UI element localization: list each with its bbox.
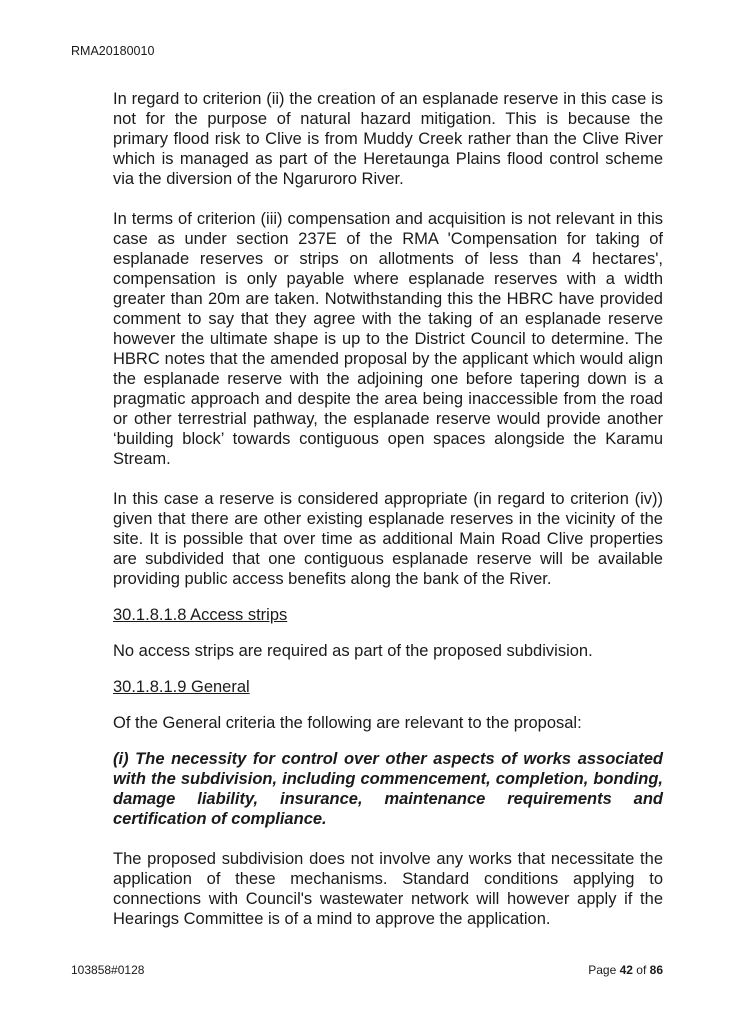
paragraph-general-intro: Of the General criteria the following are relevant to the proposal:	[113, 714, 582, 732]
footer-page-number	[588, 963, 663, 977]
paragraph-criterion-iii: In terms of criterion (iii) compensation and acquisition is not relevant in this case as under section 237E of the RMA 'Compensation for taking of esplanade reserves or strips on allotments of less than 4 hectares', compensation is only payable where esplanade reserves with a width greater than 20m are taken. Notwithstanding this the HBRC have provided comment to say that they agree with the taking of an esplanade reserve however the ultimate shape is up to the District Council to determine. The HBRC notes that the amended proposal by the applicant which would align the esplanade reserve with the adjoining one before tapering down is a pragmatic approach and despite the area being inaccessible from the road or other terrestrial pathway, the esplanade reserve would provide another ‘building block’ towards contiguous open spaces alongside the Karamu Stream.	[113, 210, 663, 468]
page-of-label: of	[632, 963, 650, 977]
criterion-i-heading: (i) The necessity for control over other aspects of works associated with the subdivision, including commencement, completion, bonding, damage liability, insurance, maintenance requirements and certification of compliance.	[113, 750, 663, 828]
section-heading-access-strips: 30.1.8.1.8 Access strips	[113, 606, 288, 624]
paragraph-access-strips: No access strips are required as part of the proposed subdivision.	[113, 642, 593, 660]
page-body	[113, 89, 663, 949]
footer-document-id: 103858#0128	[71, 963, 145, 977]
current-page: 42	[619, 963, 633, 977]
page-label: Page	[588, 963, 620, 977]
section-heading-general: 30.1.8.1.9 General	[113, 678, 250, 696]
total-pages: 86	[649, 963, 663, 977]
paragraph-criterion-ii: In regard to criterion (ii) the creation of an esplanade reserve in this case is not for the purpose of natural hazard mitigation. This is because the primary flood risk to Clive is from Muddy Creek rather than the Clive River which is managed as part of the Heretaunga Plains flood control scheme via the diversion of the Ngaruroro River.	[113, 90, 663, 188]
document-reference: RMA20180010	[71, 44, 155, 58]
paragraph-criterion-iv: In this case a reserve is considered appropriate (in regard to criterion (iv)) given that there are other existing esplanade reserves in the vicinity of the site. It is possible that over time as additional Main Road Clive properties are subdivided that one contiguous esplanade reserve will be available providing public access benefits along the bank of the River.	[113, 490, 663, 588]
paragraph-works-mechanisms: The proposed subdivision does not involve any works that necessitate the application of these mechanisms. Standard conditions applying to connections with Council's wastewater network will however apply if the Hearings Committee is of a mind to approve the application.	[113, 850, 663, 928]
